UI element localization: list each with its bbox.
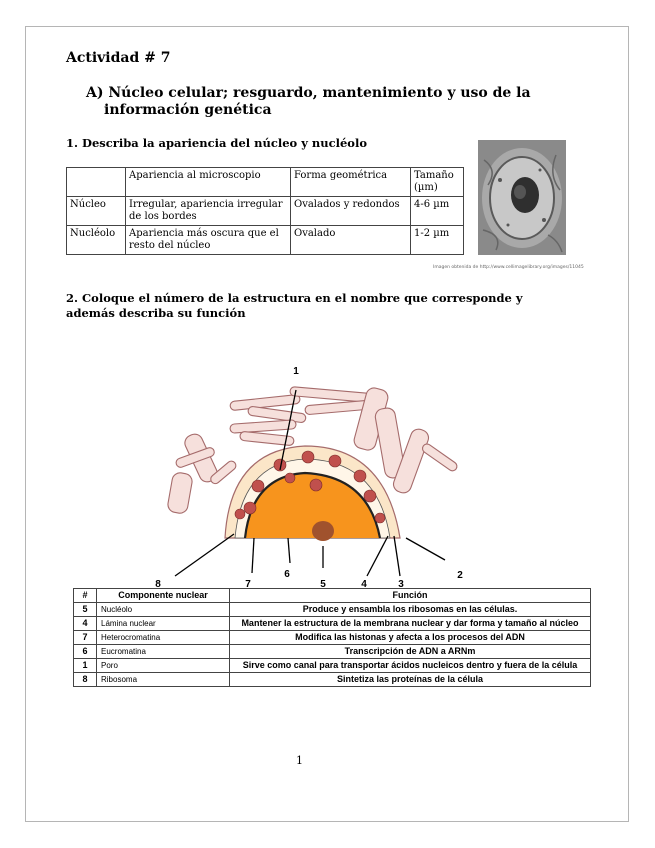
table-row xyxy=(74,659,591,673)
table-cell: Apariencia al microscopio xyxy=(126,168,291,197)
diagram-label-3: 3 xyxy=(398,579,404,588)
table-header-row xyxy=(74,589,591,603)
table-cell: 1 xyxy=(74,659,97,673)
table-row xyxy=(67,197,464,226)
diagram-label-2: 2 xyxy=(457,570,463,581)
table-row xyxy=(74,645,591,659)
diagram-label-5: 5 xyxy=(320,579,326,588)
section-a-line1: A) Núcleo celular; resguardo, mantenimiento y uso de la xyxy=(86,85,531,101)
table-header: Función xyxy=(230,589,591,603)
table-cell: Ovalados y redondos xyxy=(291,197,411,226)
table-cell: Poro xyxy=(97,659,230,673)
table-cell xyxy=(67,168,126,197)
table-cell: 6 xyxy=(74,645,97,659)
table-header: # xyxy=(74,589,97,603)
nucleus-diagram xyxy=(130,338,475,588)
table-cell: 1-2 µm xyxy=(411,226,464,255)
diagram-label-7: 7 xyxy=(245,579,251,588)
table-cell: 8 xyxy=(74,673,97,687)
table-header: Componente nuclear xyxy=(97,589,230,603)
question-2: 2. Coloque el número de la estructura en el nombre que corresponde y además describa su función xyxy=(66,291,523,320)
table-cell: 5 xyxy=(74,603,97,617)
table-cell: Produce y ensambla los ribosomas en las células. xyxy=(230,603,591,617)
table-cell: Heterocromatina xyxy=(97,631,230,645)
table-header-row xyxy=(67,168,464,197)
diagram-label-1: 1 xyxy=(293,366,299,377)
table-row xyxy=(67,226,464,255)
table-cell: Nucléolo xyxy=(67,226,126,255)
table-row xyxy=(74,603,591,617)
table-cell: Apariencia más oscura que el resto del núcleo xyxy=(126,226,291,255)
section-a-line2: información genética xyxy=(104,102,272,118)
diagram-label-4: 4 xyxy=(361,579,367,588)
image-credit: Imagen obtenida de http://www.cellimagelibrary.org/images/11045 xyxy=(433,265,584,270)
question-1: 1. Describa la apariencia del núcleo y nucléolo xyxy=(66,136,368,150)
table-cell: 4 xyxy=(74,617,97,631)
nucleus-appearance-table xyxy=(66,167,464,255)
table-cell: Forma geométrica xyxy=(291,168,411,197)
activity-title: Actividad # 7 xyxy=(66,50,171,66)
table-cell: Sirve como canal para transportar ácidos nucleicos dentro y fuera de la célula xyxy=(230,659,591,673)
table-cell: Lámina nuclear xyxy=(97,617,230,631)
table-cell: 4-6 µm xyxy=(411,197,464,226)
table-row xyxy=(74,631,591,645)
table-row xyxy=(74,673,591,687)
table-cell: Ovalado xyxy=(291,226,411,255)
micrograph-image xyxy=(478,140,566,255)
table-row xyxy=(74,617,591,631)
table-cell: 7 xyxy=(74,631,97,645)
diagram-label-8: 8 xyxy=(155,579,161,588)
table-cell: Ribosoma xyxy=(97,673,230,687)
table-cell: Núcleo xyxy=(67,197,126,226)
section-a-heading xyxy=(86,85,531,119)
page-number: 1 xyxy=(296,754,303,767)
table-cell: Transcripción de ADN a ARNm xyxy=(230,645,591,659)
table-cell: Nucléolo xyxy=(97,603,230,617)
table-cell: Tamaño (µm) xyxy=(411,168,464,197)
table-cell: Eucromatina xyxy=(97,645,230,659)
table-cell: Modifica las histonas y afecta a los procesos del ADN xyxy=(230,631,591,645)
diagram-label-6: 6 xyxy=(284,569,290,580)
table-cell: Irregular, apariencia irregular de los bordes xyxy=(126,197,291,226)
nucleolus xyxy=(312,521,334,541)
table-cell: Sintetiza las proteínas de la célula xyxy=(230,673,591,687)
nuclear-components-table xyxy=(73,588,591,687)
table-cell: Mantener la estructura de la membrana nuclear y dar forma y tamaño al núcleo xyxy=(230,617,591,631)
